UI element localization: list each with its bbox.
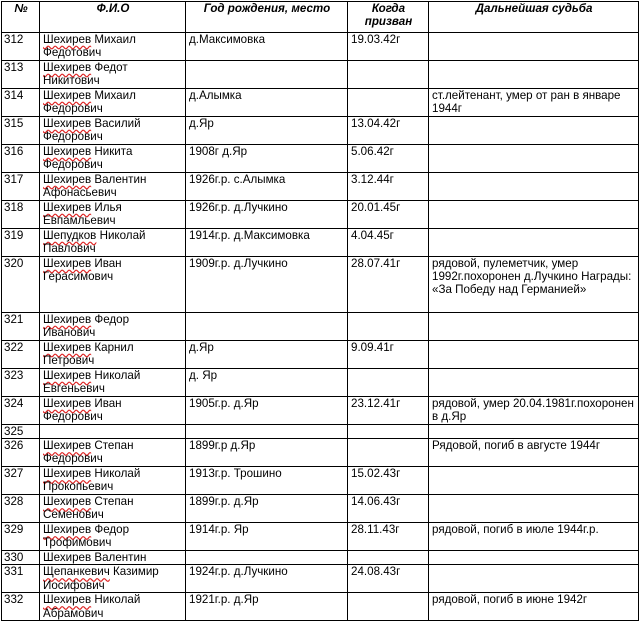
fate: рядовой, умер 20.04.1981г.похоронен в д.Яр bbox=[429, 397, 639, 425]
fate bbox=[429, 341, 639, 369]
surname: Шехирев bbox=[43, 523, 92, 537]
called-date bbox=[348, 425, 429, 439]
row-number: 316 bbox=[2, 145, 40, 173]
fate bbox=[429, 229, 639, 257]
surname: Шехирев bbox=[43, 341, 92, 354]
header-birth: Год рождения, место bbox=[186, 2, 348, 33]
table-row bbox=[2, 565, 639, 593]
surname: Шехирев bbox=[43, 173, 92, 186]
called-date: 3.12.44г bbox=[348, 173, 429, 201]
table-row bbox=[2, 173, 639, 201]
table-row bbox=[2, 467, 639, 495]
surname: Шехирев bbox=[43, 201, 92, 214]
full-name bbox=[40, 467, 186, 495]
table-row bbox=[2, 341, 639, 369]
table-row bbox=[2, 145, 639, 173]
fate bbox=[429, 33, 639, 61]
header-fate: Дальнейшая судьба bbox=[429, 2, 639, 33]
table-row bbox=[2, 425, 639, 439]
birth-info: 1924г.р. д.Лучкино bbox=[186, 565, 348, 593]
surname: Шехирев bbox=[43, 369, 92, 382]
given-names: Степан Семенович bbox=[43, 495, 134, 522]
given-names: Федор Трофимович bbox=[43, 523, 130, 550]
given-names: Николай Евгеньевич bbox=[43, 369, 141, 396]
fate bbox=[429, 61, 639, 89]
given-names: Василий Федорович bbox=[43, 117, 141, 144]
birth-info: 1909г.р. д.Лучкино bbox=[186, 257, 348, 313]
table-row bbox=[2, 89, 639, 117]
full-name bbox=[40, 523, 186, 551]
records-table bbox=[1, 1, 639, 621]
table-row bbox=[2, 397, 639, 425]
birth-info bbox=[186, 313, 348, 341]
called-date: 28.11.43г bbox=[348, 523, 429, 551]
surname: Шехирев bbox=[43, 313, 92, 326]
full-name bbox=[40, 229, 186, 257]
birth-info: д.Яр bbox=[186, 117, 348, 145]
table-row bbox=[2, 61, 639, 89]
called-date: 20.01.45г bbox=[348, 201, 429, 229]
birth-info: 1913г.р. Трошино bbox=[186, 467, 348, 495]
surname: Шепудков bbox=[43, 229, 97, 242]
full-name bbox=[40, 439, 186, 467]
surname: Шехирев bbox=[43, 495, 92, 509]
row-number: 317 bbox=[2, 173, 40, 201]
header-num: № bbox=[2, 2, 40, 33]
birth-info: 1905г.р. д.Яр bbox=[186, 397, 348, 425]
called-date: 4.04.45г bbox=[348, 229, 429, 257]
full-name bbox=[40, 397, 186, 425]
row-number: 326 bbox=[2, 439, 40, 467]
called-date: 13.04.42г bbox=[348, 117, 429, 145]
row-number: 325 bbox=[2, 425, 40, 439]
surname: Шехирев bbox=[43, 397, 92, 410]
row-number: 327 bbox=[2, 467, 40, 495]
table-row bbox=[2, 201, 639, 229]
surname: Щепанкевич bbox=[43, 565, 110, 579]
surname: Шехирев bbox=[43, 61, 92, 74]
fate bbox=[429, 425, 639, 439]
fate bbox=[429, 495, 639, 523]
full-name bbox=[40, 145, 186, 173]
birth-info: д.Яр bbox=[186, 341, 348, 369]
called-date: 23.12.41г bbox=[348, 397, 429, 425]
row-number: 332 bbox=[2, 593, 40, 621]
birth-info bbox=[186, 551, 348, 565]
fate bbox=[429, 467, 639, 495]
header-name: Ф.И.О bbox=[40, 2, 186, 33]
table-row bbox=[2, 117, 639, 145]
birth-info: 1921г.р. д.Яр bbox=[186, 593, 348, 621]
surname: Шехирев bbox=[43, 117, 92, 130]
birth-info: 1908г д.Яр bbox=[186, 145, 348, 173]
full-name bbox=[40, 313, 186, 341]
surname: Шехирев bbox=[43, 145, 92, 158]
called-date: 19.03.42г bbox=[348, 33, 429, 61]
fate: рядовой, погиб в июне 1942г bbox=[429, 593, 639, 621]
birth-info: 1914г.р. д.Максимовка bbox=[186, 229, 348, 257]
table-row bbox=[2, 523, 639, 551]
surname: Шехирев bbox=[43, 439, 92, 453]
row-number: 324 bbox=[2, 397, 40, 425]
row-number: 320 bbox=[2, 257, 40, 313]
row-number: 323 bbox=[2, 369, 40, 397]
given-names: Федот Никитович bbox=[43, 61, 128, 88]
given-names: Карнил Петрович bbox=[43, 341, 134, 368]
called-date: 15.02.43г bbox=[348, 467, 429, 495]
surname: Шехирев bbox=[43, 257, 92, 270]
birth-info: 1899г.р д.Яр bbox=[186, 439, 348, 467]
row-number: 315 bbox=[2, 117, 40, 145]
birth-info: 1926г.р. с.Алымка bbox=[186, 173, 348, 201]
full-name bbox=[40, 33, 186, 61]
called-date: 28.07.41г bbox=[348, 257, 429, 313]
row-number: 330 bbox=[2, 551, 40, 565]
row-number: 319 bbox=[2, 229, 40, 257]
given-names: Иван Федорович bbox=[43, 397, 122, 424]
table-row bbox=[2, 439, 639, 467]
birth-info bbox=[186, 61, 348, 89]
called-date: 24.08.43г bbox=[348, 565, 429, 593]
birth-info bbox=[186, 425, 348, 439]
row-number: 328 bbox=[2, 495, 40, 523]
given-names: Иван Герасимович bbox=[43, 257, 122, 284]
row-number: 322 bbox=[2, 341, 40, 369]
given-names: Михаил Федорович bbox=[43, 89, 136, 116]
table-row bbox=[2, 229, 639, 257]
row-number: 312 bbox=[2, 33, 40, 61]
fate: Рядовой, погиб в августе 1944г bbox=[429, 439, 639, 467]
called-date bbox=[348, 313, 429, 341]
table-body bbox=[2, 33, 639, 621]
called-date bbox=[348, 439, 429, 467]
called-date: 9.09.41г bbox=[348, 341, 429, 369]
row-number: 331 bbox=[2, 565, 40, 593]
table-row bbox=[2, 593, 639, 621]
full-name bbox=[40, 117, 186, 145]
called-date: 14.06.43г bbox=[348, 495, 429, 523]
given-names: Илья Евпамльевич bbox=[43, 201, 122, 228]
called-date: 5.06.42г bbox=[348, 145, 429, 173]
surname: Шехирев bbox=[43, 593, 92, 607]
birth-info: 1926г.р. д.Лучкино bbox=[186, 201, 348, 229]
full-name bbox=[40, 551, 186, 565]
full-name bbox=[40, 89, 186, 117]
fate bbox=[429, 565, 639, 593]
given-names: Валентин Афонасьевич bbox=[43, 173, 147, 200]
table-row bbox=[2, 551, 639, 565]
full-name bbox=[40, 61, 186, 89]
row-number: 313 bbox=[2, 61, 40, 89]
full-name bbox=[40, 369, 186, 397]
row-number: 329 bbox=[2, 523, 40, 551]
full-name bbox=[40, 425, 186, 439]
birth-info: 1899г.р. д.Яр bbox=[186, 495, 348, 523]
given-names: Николай Павлович bbox=[43, 229, 146, 256]
full-name bbox=[40, 341, 186, 369]
header-called: Когда призван bbox=[348, 2, 429, 33]
called-date bbox=[348, 369, 429, 397]
fate: ст.лейтенант, умер от ран в январе 1944г bbox=[429, 89, 639, 117]
birth-info: 1914г.р. Яр bbox=[186, 523, 348, 551]
surname: Шехирев bbox=[43, 551, 92, 565]
called-date bbox=[348, 89, 429, 117]
called-date bbox=[348, 61, 429, 89]
given-names: Федор Иванович bbox=[43, 313, 130, 340]
table-row bbox=[2, 313, 639, 341]
header-row bbox=[2, 2, 639, 33]
given-names: Никита Федорович bbox=[43, 145, 133, 172]
surname: Шехирев bbox=[43, 33, 92, 46]
given-names: Николай Прокопьевич bbox=[43, 467, 141, 494]
birth-info: д.Алымка bbox=[186, 89, 348, 117]
fate bbox=[429, 369, 639, 397]
fate bbox=[429, 313, 639, 341]
full-name bbox=[40, 495, 186, 523]
given-names: Николай Абрамович bbox=[43, 593, 141, 620]
row-number: 321 bbox=[2, 313, 40, 341]
birth-info: д. Яр bbox=[186, 369, 348, 397]
fate bbox=[429, 551, 639, 565]
fate bbox=[429, 117, 639, 145]
full-name bbox=[40, 201, 186, 229]
called-date bbox=[348, 593, 429, 621]
table-row bbox=[2, 257, 639, 313]
table-row bbox=[2, 369, 639, 397]
surname: Шехирев bbox=[43, 89, 92, 102]
row-number: 314 bbox=[2, 89, 40, 117]
fate: рядовой, погиб в июле 1944г.р. bbox=[429, 523, 639, 551]
full-name bbox=[40, 565, 186, 593]
full-name bbox=[40, 173, 186, 201]
table-row bbox=[2, 33, 639, 61]
full-name bbox=[40, 257, 186, 313]
given-names: Валентин bbox=[91, 551, 147, 565]
given-names: Казимир Иосифович bbox=[43, 565, 159, 592]
fate bbox=[429, 201, 639, 229]
called-date bbox=[348, 551, 429, 565]
fate bbox=[429, 145, 639, 173]
table-row bbox=[2, 495, 639, 523]
fate bbox=[429, 173, 639, 201]
birth-info: д.Максимовка bbox=[186, 33, 348, 61]
fate: рядовой, пулеметчик, умер 1992г.похоронен д.Лучкино Награды: «За Победу над Германией» bbox=[429, 257, 639, 313]
given-names: Степан Федорович bbox=[43, 439, 134, 466]
surname: Шехирев bbox=[43, 467, 92, 481]
given-names: Михаил Федотович bbox=[43, 33, 136, 60]
row-number: 318 bbox=[2, 201, 40, 229]
full-name bbox=[40, 593, 186, 621]
